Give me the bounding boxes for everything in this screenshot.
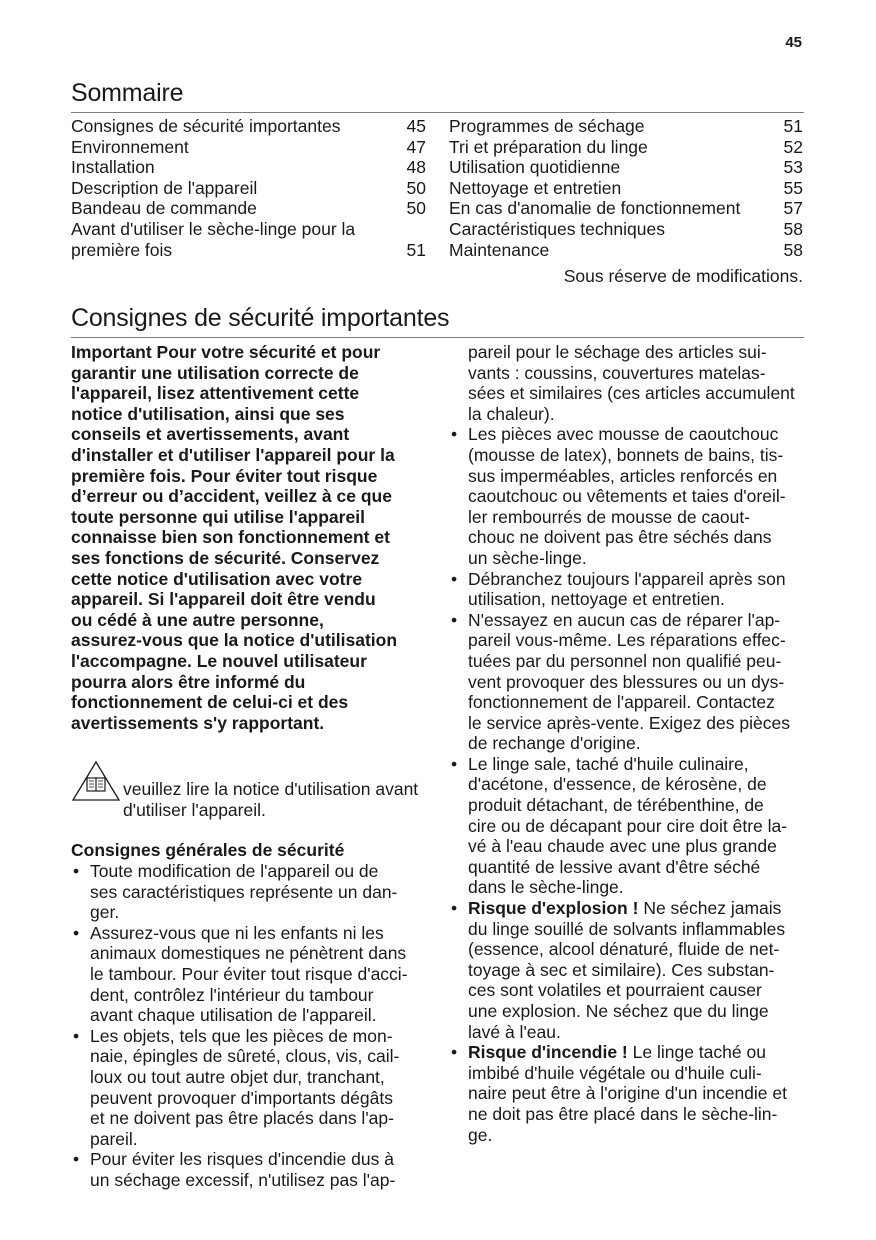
text-line: d'utiliser l'appareil.: [123, 799, 266, 820]
text-line: Le linge taché ou: [632, 1042, 766, 1063]
text-line: et ne doivent pas être placés dans l'ap-: [90, 1108, 394, 1129]
text-line: d’erreur ou d’accident, veillez à ce que: [71, 486, 392, 507]
text-line: du linge souillé de solvants inflammables: [468, 918, 786, 939]
toc-entry-label: Avant d'utiliser le sèche-linge pour la: [71, 218, 356, 239]
text-line: d'acétone, d'essence, de kérosène, de: [468, 774, 767, 795]
toc-entry: [71, 178, 426, 199]
toc-entry-label: Environnement: [71, 136, 189, 157]
text-line: Ne séchez jamais: [643, 898, 782, 919]
text-line: un sèche-linge.: [468, 547, 587, 568]
warning-label: Risque d'explosion !: [468, 898, 639, 919]
text-line: Assurez-vous que ni les enfants ni les: [90, 922, 384, 943]
text-line: lavé à l'eau.: [468, 1021, 561, 1042]
text-line: Important Pour votre sécurité et pour: [71, 342, 381, 362]
toc-entry-label: Maintenance: [449, 239, 550, 260]
text-line: l'appareil, lisez attentivement cette: [71, 383, 360, 404]
text-line: la chaleur).: [468, 403, 555, 424]
text-line: (essence, alcool dénaturé, fluide de net-: [468, 939, 780, 960]
toc-entry-page: 58: [783, 218, 803, 239]
text-line: vent provoquer des blessures ou un dys-: [468, 671, 785, 692]
text-line: cire ou de décapant pour cire doit être la-: [468, 815, 788, 836]
text-line: une explosion. Ne séchez que du linge: [468, 1001, 769, 1021]
text-line: sées et similaires (ces articles accumulent: [468, 383, 795, 404]
toc-entry-label: Caractéristiques techniques: [449, 218, 665, 239]
text-line: quantité de lessive avant d'être séché: [468, 856, 761, 877]
toc-entry-label: Utilisation quotidienne: [449, 157, 621, 178]
text-line: fonctionnement de l'appareil. Contactez: [468, 692, 775, 713]
text-line: toyage à sec et similaire). Ces substan-: [468, 959, 775, 980]
text-line: garantir une utilisation correcte de: [71, 362, 359, 383]
text-line: Les pièces avec mousse de caoutchouc: [468, 424, 779, 445]
list-item: [71, 1149, 431, 1190]
text-line: notice d'utilisation, ainsi que ses: [71, 403, 345, 424]
toc-entry-page: 53: [783, 157, 803, 178]
toc-entry-page: 51: [783, 116, 803, 136]
text-line: connaisse bien son fonctionnement et: [71, 527, 390, 548]
toc-entry-page: 58: [783, 239, 803, 260]
text-line: ses caractéristiques représente un dan-: [90, 881, 398, 902]
text-line: ses fonctions de sécurité. Conservez: [71, 547, 380, 568]
toc-entry-label: première fois: [71, 239, 173, 260]
text-line: peuvent provoquer d'importants dégâts: [90, 1087, 393, 1108]
text-line: cette notice d'utilisation avec votre: [71, 568, 363, 589]
text-line: animaux domestiques ne pénètrent dans: [90, 943, 407, 964]
toc-entry: [449, 157, 803, 178]
list-item: [71, 1026, 431, 1150]
toc-entry-page: 45: [406, 116, 426, 136]
text-line: pareil vous-même. Les réparations effec-: [468, 630, 786, 651]
text-line: Débranchez toujours l'appareil après son: [468, 568, 786, 589]
text-line: Pour éviter les risques d'incendie dus à: [90, 1149, 394, 1170]
text-line: fonctionnement de celui-ci et des: [71, 692, 349, 713]
warning-label: Risque d'incendie !: [468, 1042, 628, 1063]
text-line: dent, contrôlez l'intérieur du tambour: [90, 984, 374, 1005]
text-line: pareil.: [90, 1128, 138, 1149]
text-line: Le linge sale, taché d'huile culinaire,: [468, 753, 749, 774]
list-item: [449, 898, 809, 1042]
safety-right-column: [449, 342, 809, 1145]
list-item: [449, 754, 809, 898]
general-safety-heading: Consignes générales de sécurité: [71, 840, 345, 861]
warning-book-icon: [71, 759, 121, 801]
text-line: pareil pour le séchage des articles sui-: [468, 342, 767, 362]
list-item: [71, 861, 431, 923]
toc-entry-page: 51: [406, 239, 426, 260]
toc-entry: [71, 157, 426, 178]
summary-title: Sommaire: [71, 79, 184, 107]
text-line: conseils et avertissements, avant: [71, 424, 350, 445]
toc-entry: [449, 198, 803, 219]
text-line: première fois. Pour éviter tout risque: [71, 465, 378, 486]
text-line: ou cédé à une autre personne,: [71, 609, 324, 630]
toc-entry-page: 55: [783, 177, 803, 198]
text-line: caoutchouc ou vêtements et taies d'oreil-: [468, 486, 786, 507]
text-line: le service après-vente. Exigez des pièces: [468, 712, 790, 733]
text-line: Les objets, tels que les pièces de mon-: [90, 1025, 393, 1046]
toc-entry-page: 57: [783, 198, 803, 219]
toc-entry-page: 52: [783, 136, 803, 157]
text-line: dans le sèche-linge.: [468, 877, 624, 898]
toc-entry-page: 50: [406, 198, 426, 219]
notice-text: [71, 759, 431, 820]
text-line: naie, épingles de sûreté, clous, vis, cail-: [90, 1046, 400, 1067]
toc-entry: [449, 137, 803, 158]
toc-entry-page: 50: [406, 177, 426, 198]
important-notice: [71, 342, 431, 733]
text-line: ne doit pas être placé dans le sèche-lin-: [468, 1103, 778, 1124]
toc-entry-label: Nettoyage et entretien: [449, 177, 622, 198]
text-line: sus imperméables, articles renforcés en: [468, 465, 778, 486]
list-item: [449, 1042, 809, 1145]
list-item: [449, 610, 809, 754]
toc-entry: [449, 219, 803, 240]
toc-entry-label: En cas d'anomalie de fonctionnement: [449, 198, 741, 219]
text-line: (mousse de latex), bonnets de bains, tis-: [468, 444, 784, 465]
text-line: ge.: [468, 1124, 493, 1145]
text-line: ger.: [90, 902, 120, 923]
toc-entry: [449, 240, 803, 261]
toc-right-column: [449, 116, 803, 260]
read-manual-notice: [71, 759, 431, 820]
text-line: le tambour. Pour éviter tout risque d'acci-: [90, 964, 408, 985]
list-item: [449, 569, 809, 610]
text-line: loux ou tout autre objet dur, tranchant,: [90, 1067, 385, 1087]
right-bullet-list: [449, 424, 809, 1145]
toc-entry: [71, 240, 426, 261]
text-line: utilisation, nettoyage et entretien.: [468, 589, 725, 610]
text-line: toute personne qui utilise l'appareil: [71, 506, 365, 527]
list-item: [71, 923, 431, 1026]
text-line: l'accompagne. Le nouvel utilisateur: [71, 650, 367, 671]
toc-left-column: [71, 116, 426, 260]
text-line: assurez-vous que la notice d'utilisation: [71, 630, 398, 651]
text-line: d'installer et d'utiliser l'appareil pour la: [71, 444, 395, 465]
toc-note: Sous réserve de modifications.: [563, 266, 803, 286]
text-line: imbibé d'huile végétale ou d'huile culi-: [468, 1062, 762, 1083]
toc-entry: [71, 198, 426, 219]
text-line: de rechange d'origine.: [468, 733, 641, 754]
toc-entry: [71, 116, 426, 137]
text-line: vants : coussins, couvertures matelas-: [468, 362, 766, 383]
text-line: un séchage excessif, n'utilisez pas l'ap-: [90, 1169, 396, 1190]
text-line: vé à l'eau chaude avec une plus grande: [468, 836, 777, 857]
text-line: ces sont volatiles et pourraient causer: [468, 980, 762, 1001]
text-line: N'essayez en aucun cas de réparer l'ap-: [468, 609, 781, 630]
toc-entry-label: Installation: [71, 157, 155, 178]
safety-divider: [71, 337, 804, 338]
toc-entry-page: 48: [406, 157, 426, 178]
bullet-continuation: [449, 342, 809, 424]
toc-entry-page: [400, 219, 426, 240]
toc-entry-label: Description de l'appareil: [71, 177, 258, 198]
toc-entry-label: Bandeau de commande: [71, 198, 257, 219]
toc-entry: [449, 116, 803, 137]
text-line: avertissements s'y rapportant.: [71, 712, 325, 733]
text-line: produit détachant, de térébenthine, de: [468, 795, 764, 816]
safety-left-column: [71, 342, 431, 1191]
page-number: 45: [785, 34, 802, 51]
safety-title: Consignes de sécurité importantes: [71, 304, 450, 332]
toc-entry-page: 47: [406, 136, 426, 157]
text-line: Toute modification de l'appareil ou de: [90, 861, 379, 882]
text-line: pourra alors être informé du: [71, 671, 306, 692]
text-line: ler rembourrés de mousse de caout-: [468, 506, 751, 527]
toc-entry-label: Tri et préparation du linge: [449, 136, 648, 157]
toc-entry-label: Programmes de séchage: [449, 116, 645, 136]
toc-entry-label: Consignes de sécurité importantes: [71, 116, 341, 136]
left-bullet-list: [71, 861, 431, 1191]
summary-divider: [71, 112, 804, 113]
text-line: avant chaque utilisation de l'appareil.: [90, 1005, 377, 1026]
text-line: naire peut être à l'origine d'un incendie et: [468, 1083, 787, 1104]
text-line: chouc ne doivent pas être séchés dans: [468, 527, 772, 548]
toc-entry: [71, 137, 426, 158]
toc-entry: [449, 178, 803, 199]
text-line: veuillez lire la notice d'utilisation avant: [123, 779, 419, 800]
text-line: tuées par du personnel non qualifié peu-: [468, 650, 782, 671]
list-item: [449, 424, 809, 568]
text-line: appareil. Si l'appareil doit être vendu: [71, 589, 376, 610]
toc-entry: [71, 219, 426, 240]
